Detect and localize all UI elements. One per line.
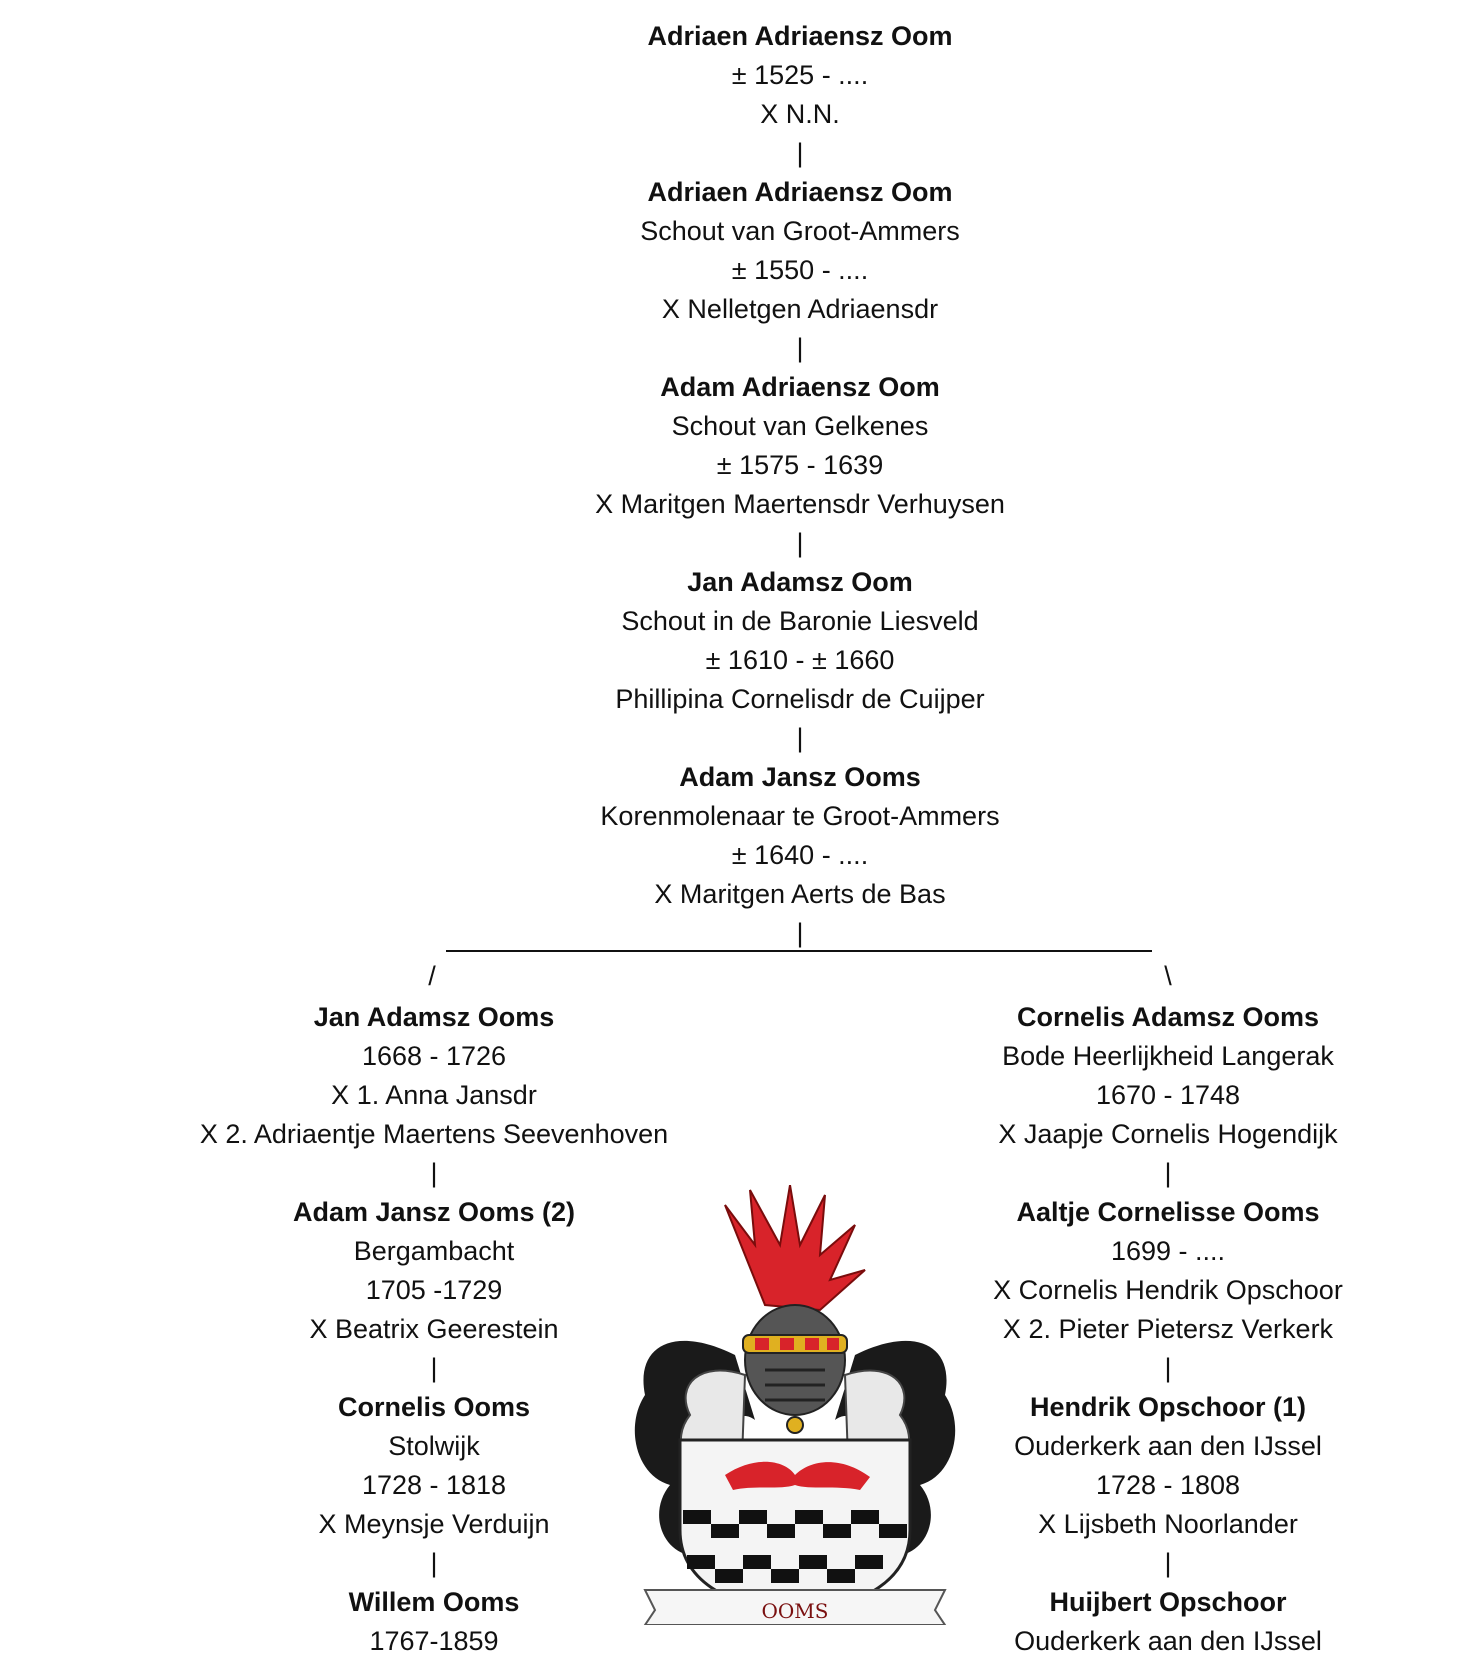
- person-name: Jan Adamsz Oom: [687, 567, 913, 597]
- person-detail: 1705 -1729: [365, 1275, 503, 1305]
- person-detail: 1767-1859: [369, 1626, 499, 1656]
- person-detail: ± 1610 - ± 1660: [705, 645, 895, 675]
- person-name: Adam Jansz Ooms: [679, 762, 921, 792]
- person-detail: X Cornelis Hendrik Opschoor: [993, 1275, 1343, 1305]
- person-detail: 1670 - 1748: [1095, 1080, 1241, 1110]
- person-detail: X 2. Adriaentje Maertens Seevenhoven: [199, 1119, 669, 1149]
- person-name: Huijbert Opschoor: [1049, 1587, 1287, 1617]
- connector-slash: /: [428, 961, 436, 991]
- connector-pipe: |: [430, 1548, 438, 1578]
- person-detail: Ouderkerk aan den IJssel: [1014, 1626, 1322, 1656]
- branch-line: [446, 950, 1152, 952]
- person-detail: ± 1575 - 1639: [716, 450, 884, 480]
- person-detail: X Beatrix Geerestein: [309, 1314, 559, 1344]
- person-detail: X N.N.: [760, 99, 840, 129]
- person-name: Adam Jansz Ooms (2): [292, 1197, 576, 1227]
- person-detail: Bode Heerlijkheid Langerak: [1002, 1041, 1334, 1071]
- motto-text: OOMS: [761, 1599, 829, 1623]
- person-name: Hendrik Opschoor (1): [1029, 1392, 1307, 1422]
- person-detail: Schout van Gelkenes: [671, 411, 929, 441]
- person-detail: Schout van Groot-Ammers: [640, 216, 960, 246]
- person-detail: ± 1550 - ....: [731, 255, 869, 285]
- connector-pipe: |: [430, 1353, 438, 1383]
- person-detail: X Maritgen Aerts de Bas: [654, 879, 946, 909]
- person-name: Adriaen Adriaensz Oom: [647, 177, 953, 207]
- person-name: Jan Adamsz Ooms: [313, 1002, 555, 1032]
- person-detail: 1699 - ....: [1110, 1236, 1226, 1266]
- person-detail: X 2. Pieter Pietersz Verkerk: [1002, 1314, 1334, 1344]
- plume: [725, 1185, 865, 1310]
- connector-backslash: \: [1164, 961, 1172, 991]
- person-detail: Ouderkerk aan den IJssel: [1014, 1431, 1322, 1461]
- person-name: Cornelis Ooms: [337, 1392, 531, 1422]
- connector-pipe: |: [796, 723, 804, 753]
- connector-pipe: |: [796, 333, 804, 363]
- person-detail: X Nelletgen Adriaensdr: [661, 294, 939, 324]
- person-detail: X 1. Anna Jansdr: [331, 1080, 537, 1110]
- person-detail: 1728 - 1808: [1095, 1470, 1241, 1500]
- person-name: Willem Ooms: [348, 1587, 520, 1617]
- connector-pipe: |: [796, 138, 804, 168]
- connector-pipe: |: [1164, 1158, 1172, 1188]
- person-detail: Bergambacht: [353, 1236, 515, 1266]
- person-detail: X Lijsbeth Noorlander: [1038, 1509, 1298, 1539]
- shield: [680, 1440, 910, 1615]
- coat-of-arms: [615, 1185, 975, 1625]
- person-name: Adam Adriaensz Oom: [660, 372, 940, 402]
- person-name: Cornelis Adamsz Ooms: [1016, 1002, 1320, 1032]
- person-detail: X Jaapje Cornelis Hogendijk: [998, 1119, 1338, 1149]
- person-detail: Stolwijk: [388, 1431, 480, 1461]
- person-name: Aaltje Cornelisse Ooms: [1016, 1197, 1320, 1227]
- person-name: Adriaen Adriaensz Oom: [647, 21, 953, 51]
- person-detail: X Meynsje Verduijn: [318, 1509, 550, 1539]
- connector-pipe: |: [1164, 1548, 1172, 1578]
- person-detail: ± 1640 - ....: [731, 840, 869, 870]
- person-detail: X Maritgen Maertensdr Verhuysen: [595, 489, 1005, 519]
- person-detail: 1668 - 1726: [361, 1041, 507, 1071]
- connector-pipe: |: [796, 528, 804, 558]
- person-detail: Schout in de Baronie Liesveld: [621, 606, 979, 636]
- connector-pipe: |: [796, 918, 804, 948]
- helmet: [743, 1305, 847, 1433]
- person-detail: Phillipina Cornelisdr de Cuijper: [615, 684, 985, 714]
- connector-pipe: |: [430, 1158, 438, 1188]
- connector-pipe: |: [1164, 1353, 1172, 1383]
- person-detail: Korenmolenaar te Groot-Ammers: [600, 801, 1000, 831]
- person-detail: 1728 - 1818: [361, 1470, 507, 1500]
- person-detail: ± 1525 - ....: [731, 60, 869, 90]
